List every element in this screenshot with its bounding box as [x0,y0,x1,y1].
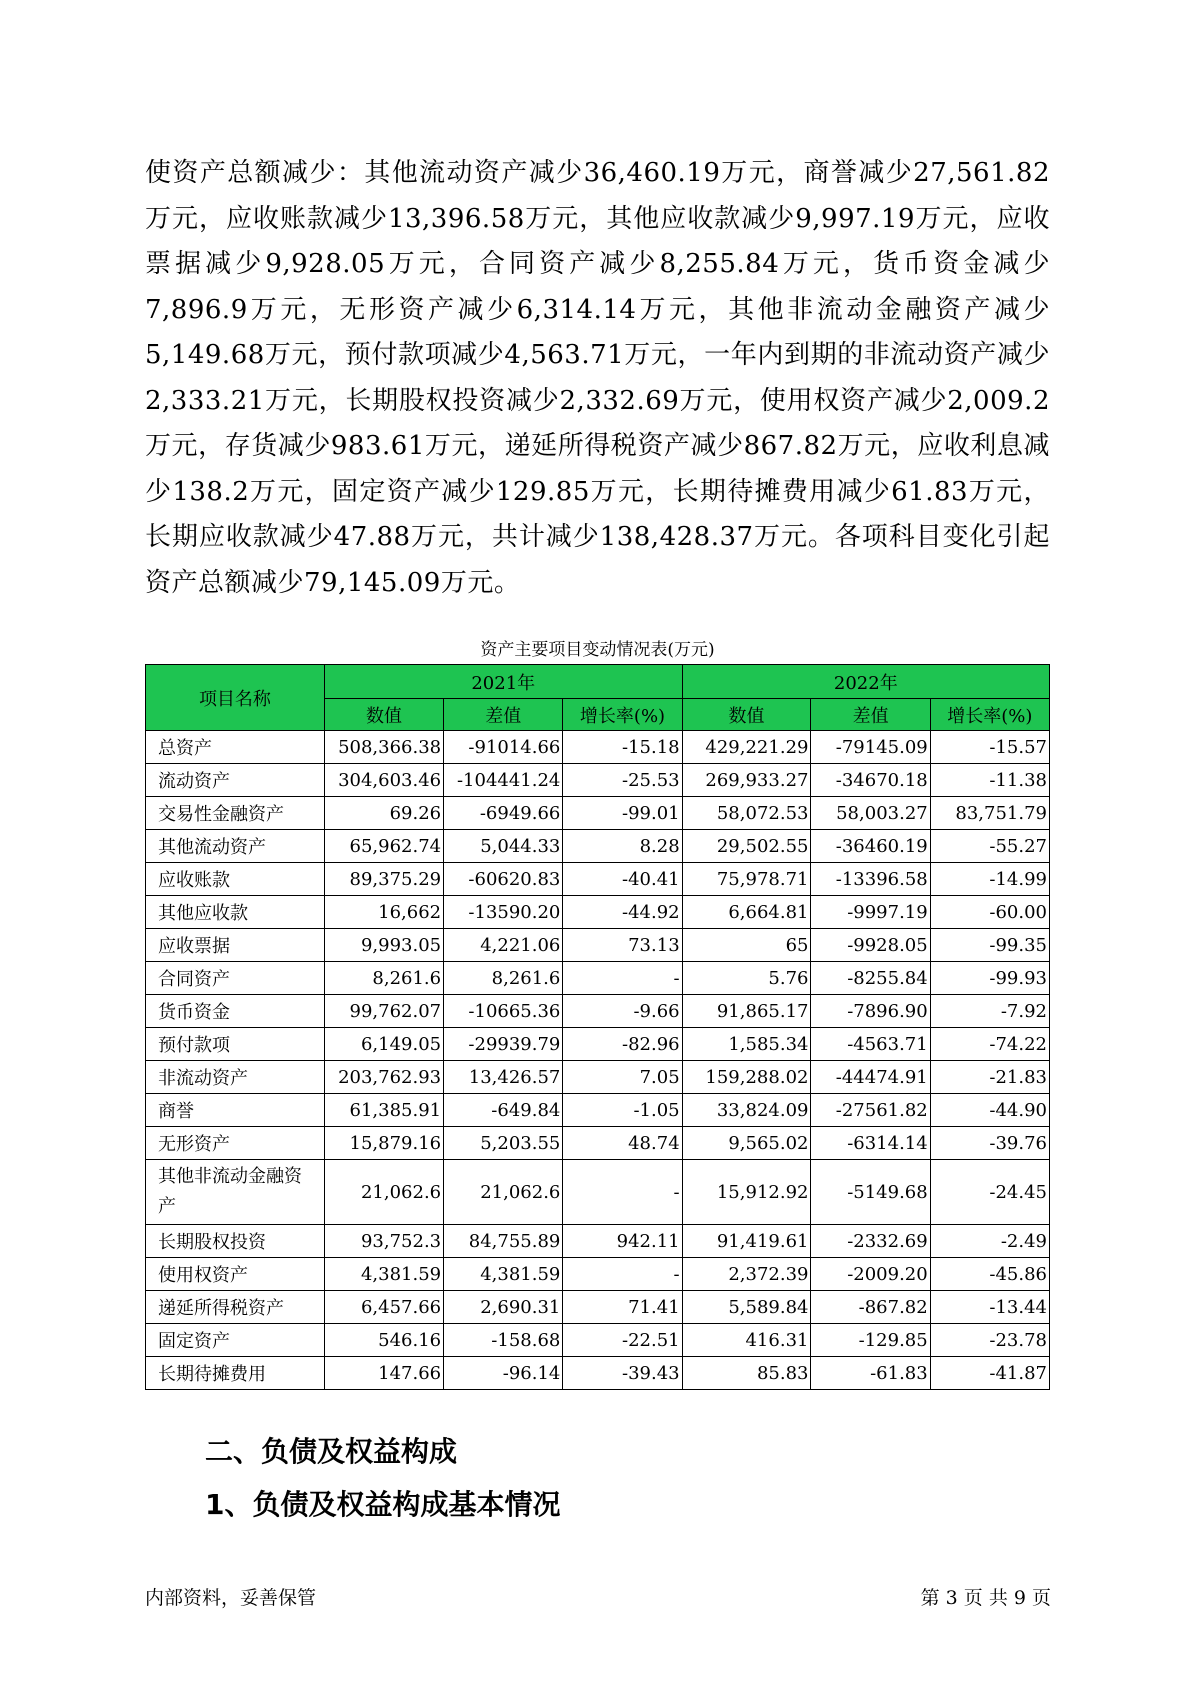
row-label: 递延所得税资产 [146,1291,325,1324]
section-heading: 二、负债及权益构成 [205,1435,458,1468]
table-row [146,1291,1050,1324]
table-cell: 21,062.6 [324,1160,443,1225]
subheader-value: 数值 [324,699,443,731]
table-cell: -24.45 [930,1160,1049,1225]
table-cell: -9.66 [563,995,682,1028]
table-row [146,1061,1050,1094]
table-cell: 4,381.59 [444,1258,563,1291]
table-cell: -158.68 [444,1324,563,1357]
row-label: 总资产 [146,731,325,764]
table-cell: -23.78 [930,1324,1049,1357]
table-cell: 21,062.6 [444,1160,563,1225]
row-label: 应收票据 [146,929,325,962]
table-cell: - [563,1160,682,1225]
table-row [146,764,1050,797]
table-row [146,1225,1050,1258]
table-cell: 203,762.93 [324,1061,443,1094]
table-cell: 71.41 [563,1291,682,1324]
table-cell: -2332.69 [811,1225,930,1258]
table-cell: -44474.91 [811,1061,930,1094]
table-row [146,1094,1050,1127]
table-cell: 5,203.55 [444,1127,563,1160]
table-row [146,797,1050,830]
table-cell: 13,426.57 [444,1061,563,1094]
row-label: 固定资产 [146,1324,325,1357]
table-cell: -79145.09 [811,731,930,764]
table-cell: -11.38 [930,764,1049,797]
row-label: 非流动资产 [146,1061,325,1094]
table-cell: -36460.19 [811,830,930,863]
table-cell: 1,585.34 [682,1028,811,1061]
table-cell: 89,375.29 [324,863,443,896]
table-cell: 85.83 [682,1357,811,1390]
table-cell: 6,457.66 [324,1291,443,1324]
row-label: 使用权资产 [146,1258,325,1291]
table-cell: -39.43 [563,1357,682,1390]
table-cell: 91,419.61 [682,1225,811,1258]
table-row [146,929,1050,962]
table-cell: -41.87 [930,1357,1049,1390]
row-label: 交易性金融资产 [146,797,325,830]
row-label: 流动资产 [146,764,325,797]
subsection-heading: 1、负债及权益构成基本情况 [205,1488,561,1521]
table-row [146,1357,1050,1390]
subheader-growth: 增长率(%) [930,699,1049,731]
table-cell: 6,664.81 [682,896,811,929]
table-cell: 84,755.89 [444,1225,563,1258]
header-year-2021: 2021年 [324,665,682,699]
table-cell: 75,978.71 [682,863,811,896]
subheader-diff: 差值 [811,699,930,731]
table-cell: -60.00 [930,896,1049,929]
table-cell: 61,385.91 [324,1094,443,1127]
table-cell: -21.83 [930,1061,1049,1094]
table-cell: 29,502.55 [682,830,811,863]
table-cell: 8.28 [563,830,682,863]
table-cell: 147.66 [324,1357,443,1390]
table-cell: 48.74 [563,1127,682,1160]
table-cell: 16,662 [324,896,443,929]
subheader-growth: 增长率(%) [563,699,682,731]
row-label: 其他应收款 [146,896,325,929]
table-row [146,1258,1050,1291]
row-label: 合同资产 [146,962,325,995]
subheader-value: 数值 [682,699,811,731]
table-cell: 942.11 [563,1225,682,1258]
table-cell: -9997.19 [811,896,930,929]
table-caption: 资产主要项目变动情况表(万元) [480,640,715,660]
table-cell: - [563,1258,682,1291]
table-cell: -2009.20 [811,1258,930,1291]
table-cell: -60620.83 [444,863,563,896]
row-label: 商誉 [146,1094,325,1127]
table-cell: -2.49 [930,1225,1049,1258]
table-cell: -22.51 [563,1324,682,1357]
row-label: 应收账款 [146,863,325,896]
table-cell: 9,565.02 [682,1127,811,1160]
table-row [146,962,1050,995]
table-cell: -14.99 [930,863,1049,896]
table-cell: -1.05 [563,1094,682,1127]
table-cell: 159,288.02 [682,1061,811,1094]
table-cell: -13.44 [930,1291,1049,1324]
table-cell: -27561.82 [811,1094,930,1127]
table-cell: 2,690.31 [444,1291,563,1324]
table-cell: -29939.79 [444,1028,563,1061]
table-cell: 73.13 [563,929,682,962]
table-cell: -25.53 [563,764,682,797]
table-cell: -61.83 [811,1357,930,1390]
table-cell: 429,221.29 [682,731,811,764]
row-label: 无形资产 [146,1127,325,1160]
table-cell: -7.92 [930,995,1049,1028]
table-row [146,1160,1050,1225]
table-cell: -40.41 [563,863,682,896]
subheader-diff: 差值 [444,699,563,731]
row-label: 长期待摊费用 [146,1357,325,1390]
body-paragraph: 使资产总额减少：其他流动资产减少36,460.19万元，商誉减少27,561.82万元，应收账款减少13,396.58万元，其他应收款减少9,997.19万元，应收票据减少9,928.05万元，合同资产减少8,255.84万元，货币资金减少7,896.9万元，无形资产减少6,314.14万元，其他非流动金融资产减少5,149.68万元，预付款项减少4,563.71万元，一年内到期的非流动资产减少2,333.21万元，长期股权投资减少2,332.69万元，使用权资产减少2,009.2万元，存货减少983.61万元，递延所得税资产减少867.82万元，应收利息减少138.2万元，固定资产减少129.85万元，长期待摊费用减少61.83万元，长期应收款减少47.88万元，共计减少138,428.37万元。各项科目变化引起资产总额减少79,145.09万元。 [145,158,1050,598]
table-header-row [146,665,1050,699]
table-cell: 69.26 [324,797,443,830]
table-cell: 33,824.09 [682,1094,811,1127]
page-number: 第 3 页 共 9 页 [920,1587,1051,1609]
table-row [146,995,1050,1028]
table-row [146,731,1050,764]
table-cell: 5.76 [682,962,811,995]
table-cell: -10665.36 [444,995,563,1028]
row-label: 其他非流动金融资产 [146,1160,325,1225]
table-row [146,1028,1050,1061]
table-cell: 15,912.92 [682,1160,811,1225]
table-cell: 58,003.27 [811,797,930,830]
table-cell: 99,762.07 [324,995,443,1028]
table-cell: 93,752.3 [324,1225,443,1258]
table-cell: -44.90 [930,1094,1049,1127]
table-cell: 4,221.06 [444,929,563,962]
table-cell: -15.18 [563,731,682,764]
table-cell: 8,261.6 [444,962,563,995]
table-cell: -13590.20 [444,896,563,929]
row-label: 其他流动资产 [146,830,325,863]
table-cell: 58,072.53 [682,797,811,830]
table-cell: 9,993.05 [324,929,443,962]
table-cell: 508,366.38 [324,731,443,764]
table-cell: -82.96 [563,1028,682,1061]
table-cell: -39.76 [930,1127,1049,1160]
table-cell: -5149.68 [811,1160,930,1225]
footer-note: 内部资料，妥善保管 [145,1587,317,1609]
table-cell: 6,149.05 [324,1028,443,1061]
table-cell: 15,879.16 [324,1127,443,1160]
table-cell: -13396.58 [811,863,930,896]
table-cell: -104441.24 [444,764,563,797]
table-cell: 416.31 [682,1324,811,1357]
table-cell: -99.35 [930,929,1049,962]
table-cell: 2,372.39 [682,1258,811,1291]
table-cell: -15.57 [930,731,1049,764]
table-row [146,1127,1050,1160]
table-cell: 546.16 [324,1324,443,1357]
table-cell: -96.14 [444,1357,563,1390]
table-cell: -129.85 [811,1324,930,1357]
table-cell: -45.86 [930,1258,1049,1291]
table-cell: -44.92 [563,896,682,929]
table-cell: 65,962.74 [324,830,443,863]
table-cell: -99.01 [563,797,682,830]
table-cell: 65 [682,929,811,962]
row-label: 预付款项 [146,1028,325,1061]
table-row [146,863,1050,896]
table-cell: -99.93 [930,962,1049,995]
table-cell: 8,261.6 [324,962,443,995]
table-cell: -8255.84 [811,962,930,995]
row-label: 货币资金 [146,995,325,1028]
table-cell: -6949.66 [444,797,563,830]
asset-change-table [145,664,1050,1390]
table-row [146,830,1050,863]
table-cell: -55.27 [930,830,1049,863]
table-cell: 7.05 [563,1061,682,1094]
header-item-name: 项目名称 [146,665,325,731]
header-year-2022: 2022年 [682,665,1049,699]
table-cell: -74.22 [930,1028,1049,1061]
table-row [146,896,1050,929]
table-cell: -649.84 [444,1094,563,1127]
table-cell: 5,589.84 [682,1291,811,1324]
table-cell: 304,603.46 [324,764,443,797]
table-cell: -91014.66 [444,731,563,764]
table-cell: 4,381.59 [324,1258,443,1291]
table-cell: 269,933.27 [682,764,811,797]
table-cell: 91,865.17 [682,995,811,1028]
table-cell: -4563.71 [811,1028,930,1061]
table-cell: -6314.14 [811,1127,930,1160]
table-cell: 83,751.79 [930,797,1049,830]
table-cell: 5,044.33 [444,830,563,863]
row-label: 长期股权投资 [146,1225,325,1258]
table-cell: -34670.18 [811,764,930,797]
table-cell: -9928.05 [811,929,930,962]
table-cell: -867.82 [811,1291,930,1324]
table-body [146,731,1050,1390]
table-cell: -7896.90 [811,995,930,1028]
table-cell: - [563,962,682,995]
table-row [146,1324,1050,1357]
